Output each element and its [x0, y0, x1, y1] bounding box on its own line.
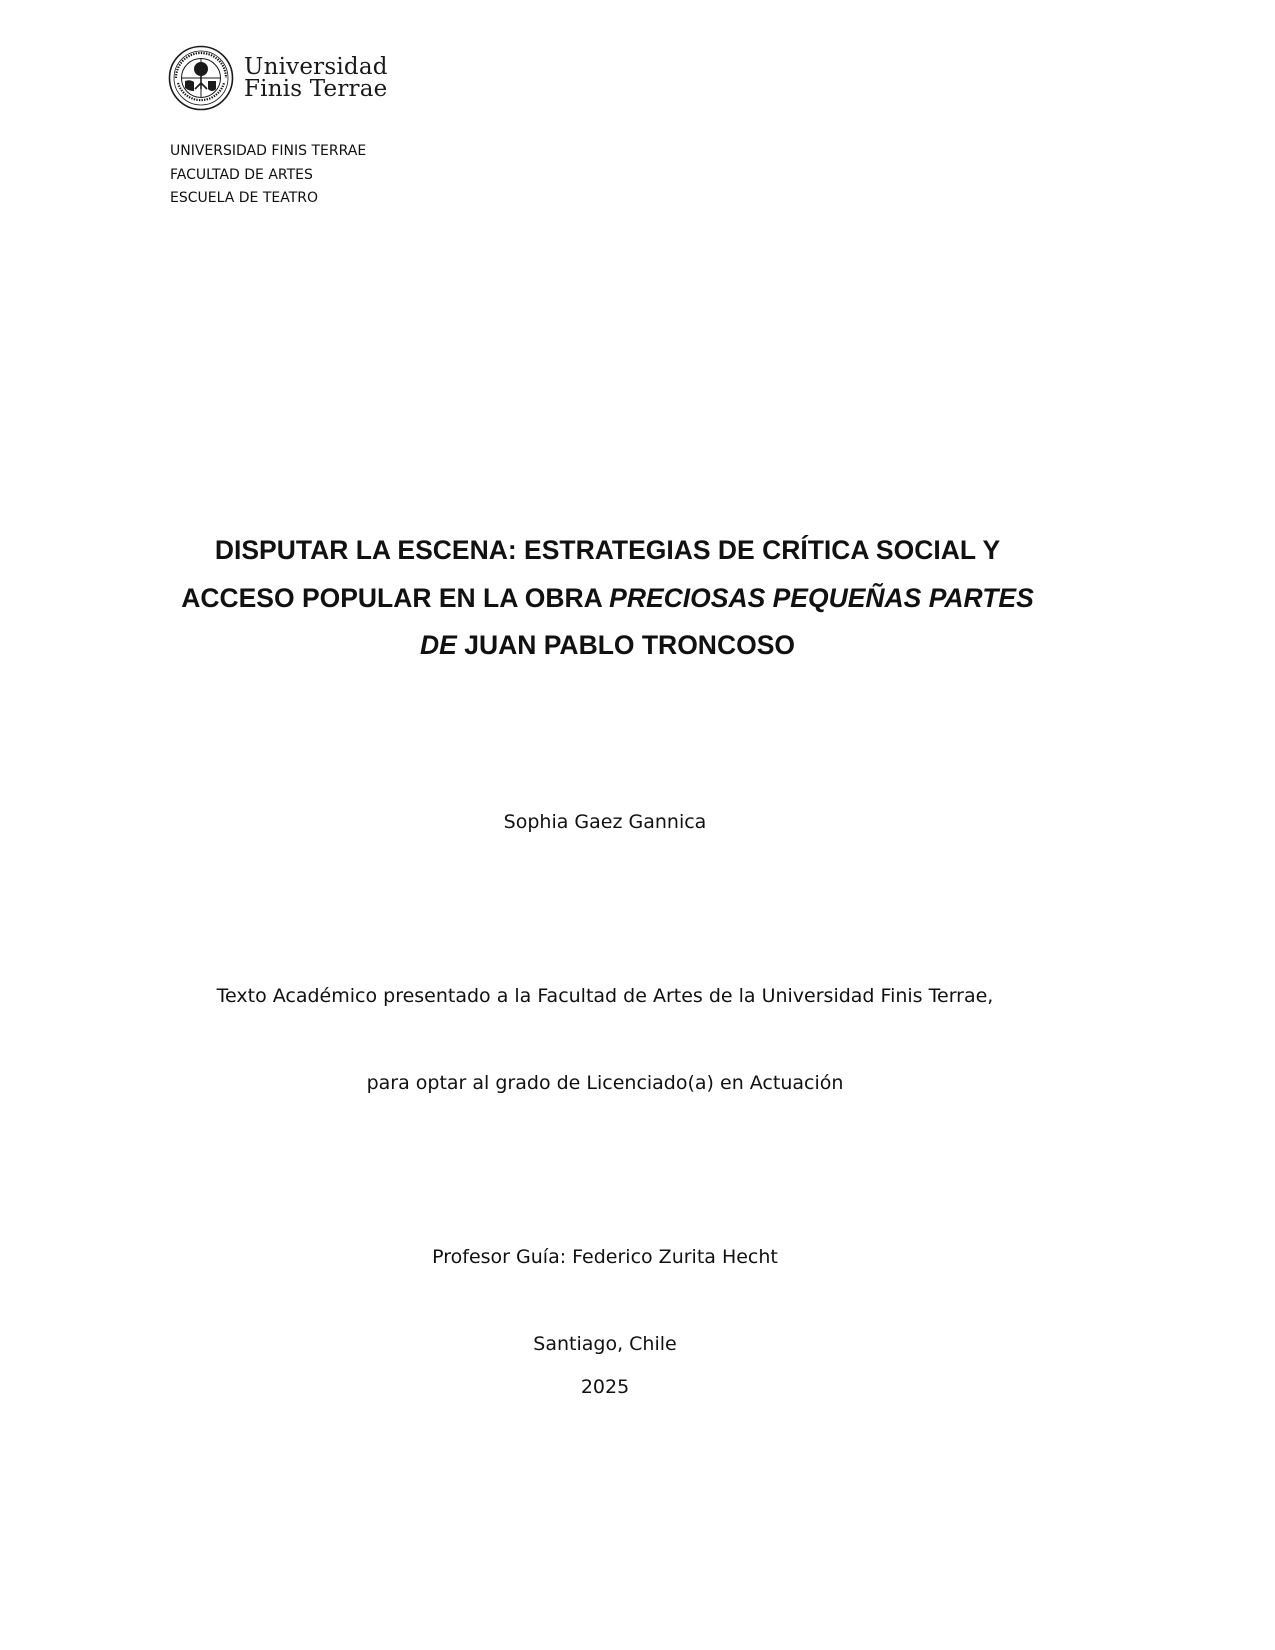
university-seal-icon: [168, 45, 234, 111]
university-logo: [168, 40, 388, 116]
institution-block: [170, 140, 366, 211]
year-line: 2025: [580, 1376, 630, 1398]
institution-university: UNIVERSIDAD FINIS TERRAE: [170, 143, 367, 159]
title-text-part2: JUAN PABLO TRONCOSO: [456, 630, 795, 660]
author-name: Sophia Gaez Gannica: [503, 811, 707, 833]
logo-line-universidad: Universidad: [244, 54, 388, 80]
institution-faculty: FACULTAD DE ARTES: [170, 166, 313, 183]
advisor-line: Profesor Guía: Federico Zurita Hecht: [432, 1246, 778, 1268]
logo-line-finis-terrae: Finis Terrae: [244, 76, 388, 102]
institution-school: ESCUELA DE TEATRO: [170, 190, 319, 206]
thesis-title: [160, 527, 1055, 670]
presentation-line: Texto Académico presentado a la Facultad de Artes de la Universidad Finis Terrae,: [216, 985, 994, 1007]
title-work-name: PRECIOSAS PEQUEÑAS PARTES DE: [420, 582, 1034, 660]
place-line: Santiago, Chile: [533, 1333, 677, 1355]
title-text-part1: DISPUTAR LA ESCENA: ESTRATEGIAS DE CRÍTICA SOCIAL Y ACCESO POPULAR EN LA OBRA: [181, 535, 1001, 613]
degree-line: para optar al grado de Licenciado(a) en Actuación: [366, 1072, 844, 1094]
